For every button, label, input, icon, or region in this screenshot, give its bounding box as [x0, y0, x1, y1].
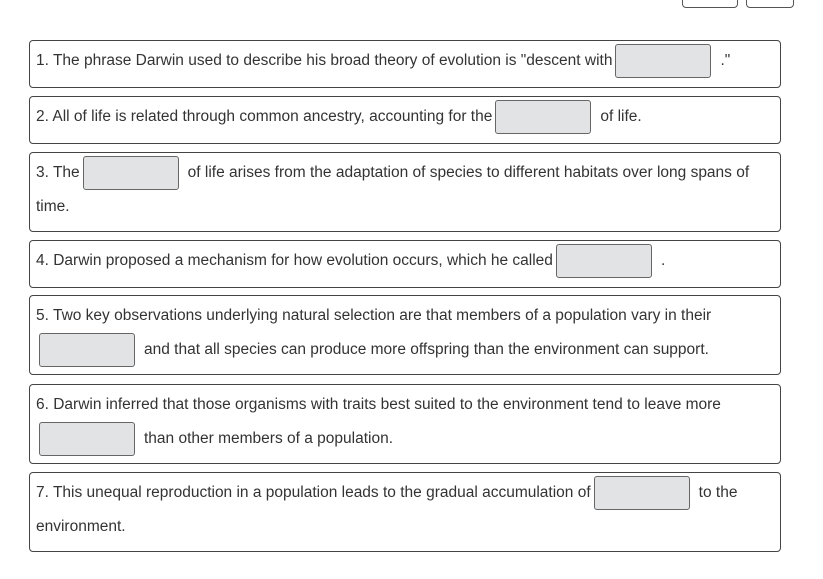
question-5-text: 5. Two key observations underlying natural selection are that members of a population vary in their — [36, 307, 712, 324]
question-3-text-after: of life arises from the adaptation of species to different habitats over long spans of time. — [36, 164, 750, 216]
question-3 — [29, 152, 781, 232]
question-4-answer-box[interactable] — [556, 244, 652, 278]
question-3-text: 3. The — [36, 164, 80, 182]
question-4-text-after: . — [660, 252, 666, 270]
question-2-text-after: of life. — [600, 108, 642, 126]
question-5-text-after: and that all species can produce more offspring than the environment can support. — [144, 341, 709, 359]
question-7-text: 7. This unequal reproduction in a population leads to the gradual accumulation of — [36, 484, 591, 502]
question-7 — [29, 472, 781, 552]
question-1-text: 1. The phrase Darwin used to describe his broad theory of evolution is "descent with — [36, 52, 613, 70]
question-5-answer-box[interactable] — [39, 333, 135, 367]
question-2-answer-box[interactable] — [495, 100, 591, 134]
question-2-text: 2. All of life is related through common ancestry, accounting for the — [36, 108, 493, 126]
question-1-answer-box[interactable] — [615, 44, 711, 78]
question-6-text: 6. Darwin inferred that those organisms with traits best suited to the environment tend to leave more — [36, 396, 721, 413]
top-button-2[interactable] — [746, 0, 794, 8]
question-4-text: 4. Darwin proposed a mechanism for how evolution occurs, which he called — [36, 252, 553, 270]
question-3-answer-box[interactable] — [83, 156, 179, 190]
question-6-answer-box[interactable] — [39, 422, 135, 456]
question-6-text-after: than other members of a population. — [144, 430, 394, 448]
question-6 — [29, 384, 781, 464]
question-1-text-after: ." — [720, 52, 731, 70]
top-button-1[interactable] — [682, 0, 738, 8]
question-1 — [29, 40, 781, 88]
question-7-text-after: to the environment. — [36, 484, 738, 536]
question-4 — [29, 240, 781, 288]
question-2 — [29, 96, 781, 144]
question-7-answer-box[interactable] — [594, 476, 690, 510]
question-5 — [29, 295, 781, 375]
